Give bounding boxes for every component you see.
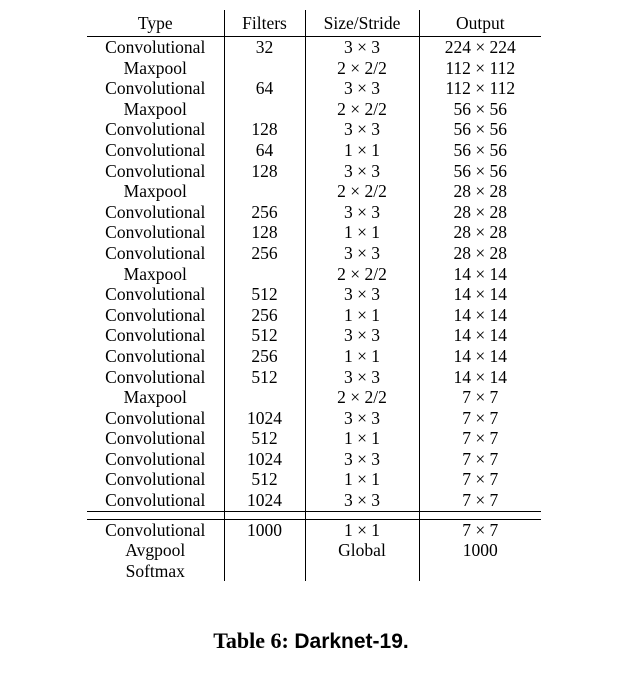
cell-output: 28 × 28 [419,181,541,202]
header-size-stride: Size/Stride [305,10,419,37]
cell-output: 112 × 112 [419,78,541,99]
cell-filters: 512 [224,469,305,490]
table-row [87,284,541,305]
cell-size-stride: 3 × 3 [305,78,419,99]
cell-filters [224,99,305,120]
cell-output [419,561,541,582]
table-row [87,428,541,449]
darknet-table-container [87,10,541,581]
cell-size-stride: 3 × 3 [305,161,419,182]
cell-filters: 256 [224,305,305,326]
cell-output: 14 × 14 [419,325,541,346]
cell-filters [224,264,305,285]
cell-output: 28 × 28 [419,202,541,223]
cell-output: 56 × 56 [419,161,541,182]
cell-filters: 1024 [224,408,305,429]
cell-size-stride: 2 × 2/2 [305,264,419,285]
cell-filters [224,181,305,202]
cell-size-stride: 3 × 3 [305,37,419,58]
cell-output: 1000 [419,540,541,561]
table-row [87,78,541,99]
cell-size-stride: 3 × 3 [305,325,419,346]
table-body-main [87,37,541,512]
cell-filters: 128 [224,161,305,182]
table-row [87,561,541,582]
cell-size-stride: Global [305,540,419,561]
cell-output: 112 × 112 [419,58,541,79]
table-caption [0,628,622,654]
cell-size-stride: 2 × 2/2 [305,387,419,408]
cell-type: Convolutional [105,242,206,263]
cell-type: Avgpool [125,540,186,561]
cell-size-stride: 2 × 2/2 [305,99,419,120]
cell-size-stride: 3 × 3 [305,408,419,429]
table-row [87,519,541,540]
cell-size-stride: 1 × 1 [305,469,419,490]
cell-filters: 512 [224,284,305,305]
table-row [87,264,541,285]
cell-size-stride: 3 × 3 [305,284,419,305]
table-row [87,346,541,367]
cell-type: Convolutional [105,304,206,325]
cell-filters: 256 [224,346,305,367]
caption-title: Darknet-19. [294,630,409,653]
table-row [87,99,541,120]
table-row [87,119,541,140]
cell-filters: 128 [224,222,305,243]
cell-size-stride: 2 × 2/2 [305,58,419,79]
cell-size-stride: 3 × 3 [305,119,419,140]
cell-filters: 128 [224,119,305,140]
cell-type: Convolutional [105,119,206,140]
table-row [87,325,541,346]
cell-size-stride [305,561,419,582]
cell-output: 56 × 56 [419,119,541,140]
caption-label: Table 6: [213,628,289,653]
header-output: Output [419,10,541,37]
cell-type: Convolutional [105,345,206,366]
cell-output: 14 × 14 [419,264,541,285]
cell-type: Convolutional [105,78,206,99]
table-row [87,140,541,161]
cell-size-stride: 1 × 1 [305,519,419,540]
cell-type: Maxpool [123,387,187,408]
cell-output: 14 × 14 [419,346,541,367]
table-row [87,408,541,429]
darknet-19-table [87,10,541,581]
cell-output: 7 × 7 [419,428,541,449]
cell-size-stride: 1 × 1 [305,305,419,326]
table-row [87,367,541,388]
cell-size-stride: 3 × 3 [305,490,419,511]
cell-type: Maxpool [123,263,187,284]
table-header-row [87,10,541,37]
cell-filters: 64 [224,140,305,161]
cell-type: Maxpool [123,98,187,119]
cell-filters: 64 [224,78,305,99]
cell-type: Convolutional [105,428,206,449]
cell-type: Convolutional [105,407,206,428]
header-type: Type [87,10,224,37]
table-row [87,222,541,243]
cell-filters [224,561,305,582]
table-body-bottom [87,519,541,581]
cell-output: 28 × 28 [419,222,541,243]
cell-filters: 1000 [224,519,305,540]
cell-type: Convolutional [105,160,206,181]
table-row [87,58,541,79]
header-filters: Filters [224,10,305,37]
table-row [87,37,541,58]
cell-type: Convolutional [105,284,206,305]
table-row [87,305,541,326]
cell-output: 56 × 56 [419,140,541,161]
cell-size-stride: 1 × 1 [305,428,419,449]
cell-type: Convolutional [105,519,206,540]
cell-filters: 256 [224,202,305,223]
cell-output: 224 × 224 [419,37,541,58]
cell-filters: 512 [224,325,305,346]
cell-size-stride: 1 × 1 [305,346,419,367]
cell-size-stride: 3 × 3 [305,243,419,264]
table-row [87,181,541,202]
cell-filters: 512 [224,367,305,388]
cell-filters: 1024 [224,490,305,511]
table-row [87,243,541,264]
cell-output: 14 × 14 [419,284,541,305]
cell-filters: 1024 [224,449,305,470]
cell-type: Convolutional [105,222,206,243]
cell-filters [224,58,305,79]
table-row [87,469,541,490]
cell-type: Convolutional [105,201,206,222]
cell-output: 7 × 7 [419,408,541,429]
cell-type: Convolutional [105,469,206,490]
cell-output: 7 × 7 [419,449,541,470]
table-row [87,449,541,470]
cell-filters: 512 [224,428,305,449]
cell-size-stride: 1 × 1 [305,222,419,243]
cell-type: Convolutional [105,448,206,469]
cell-output: 7 × 7 [419,519,541,540]
table-row [87,490,541,511]
cell-output: 56 × 56 [419,99,541,120]
cell-type: Convolutional [105,325,206,346]
table-row [87,387,541,408]
cell-type: Convolutional [105,490,206,511]
table-row [87,202,541,223]
cell-filters [224,387,305,408]
cell-filters: 256 [224,243,305,264]
cell-output: 14 × 14 [419,305,541,326]
cell-output: 7 × 7 [419,469,541,490]
cell-size-stride: 3 × 3 [305,449,419,470]
cell-output: 14 × 14 [419,367,541,388]
cell-type: Softmax [125,560,185,581]
cell-type: Maxpool [123,181,187,202]
cell-size-stride: 1 × 1 [305,140,419,161]
cell-type: Convolutional [105,139,206,160]
cell-filters [224,540,305,561]
cell-type: Convolutional [105,37,206,57]
cell-output: 7 × 7 [419,387,541,408]
table-row [87,540,541,561]
cell-type: Convolutional [105,366,206,387]
cell-filters: 32 [224,37,305,58]
cell-output: 28 × 28 [419,243,541,264]
cell-type: Maxpool [123,57,187,78]
table-row [87,161,541,182]
cell-output: 7 × 7 [419,490,541,511]
double-rule-separator [87,511,541,519]
cell-size-stride: 3 × 3 [305,367,419,388]
cell-size-stride: 3 × 3 [305,202,419,223]
cell-size-stride: 2 × 2/2 [305,181,419,202]
